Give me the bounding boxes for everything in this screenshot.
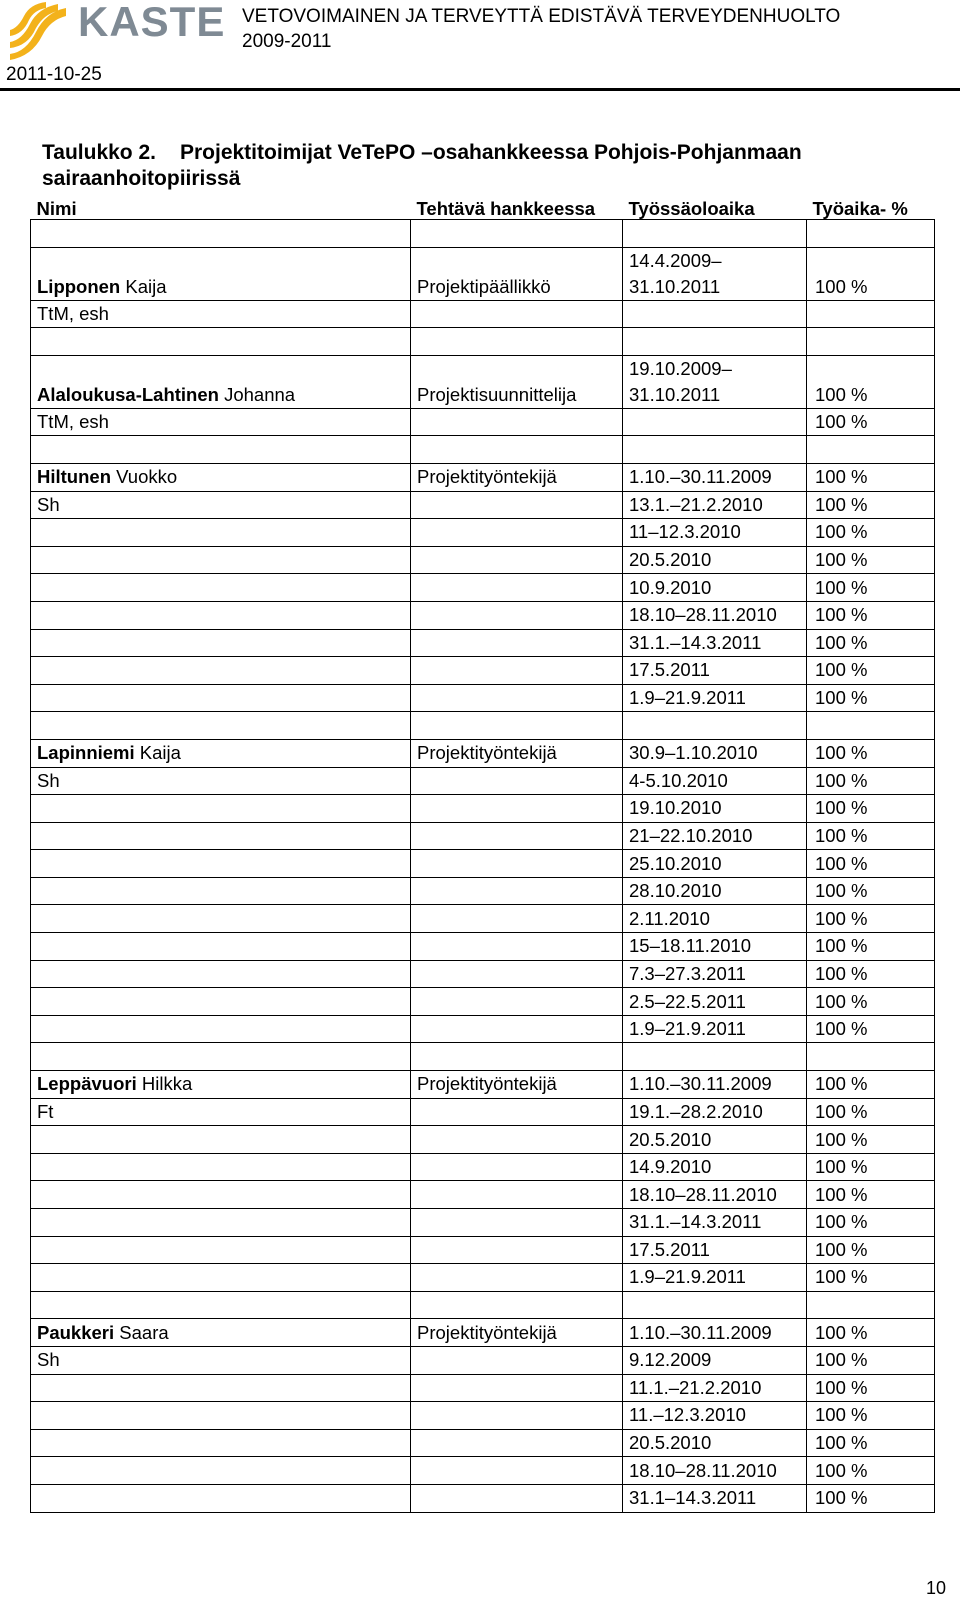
empty-cell <box>31 1043 411 1071</box>
period-cell: 13.1.–21.2.2010 <box>623 491 807 519</box>
percent-cell: 100 % <box>807 491 935 519</box>
period-cell: 15–18.11.2010 <box>623 933 807 961</box>
period-cell: 19.1.–28.2.2010 <box>623 1098 807 1126</box>
percent-cell <box>807 300 935 328</box>
empty-cell <box>31 328 411 356</box>
empty-cell <box>807 1043 935 1071</box>
period-row <box>31 1429 935 1457</box>
empty-cell <box>31 905 411 933</box>
surname: Lipponen <box>37 275 121 297</box>
percent-cell: 100 % <box>807 1429 935 1457</box>
period-cell: 1.9–21.9.2011 <box>623 684 807 712</box>
empty-cell <box>623 712 807 740</box>
empty-cell <box>411 795 623 823</box>
firstname: Kaija <box>139 742 181 764</box>
period-row <box>31 1346 935 1374</box>
period-row <box>31 960 935 988</box>
empty-cell <box>411 300 623 328</box>
header-role: Tehtävä hankkeessa <box>416 198 596 219</box>
table-caption <box>42 140 932 192</box>
empty-cell <box>623 300 807 328</box>
empty-cell <box>31 1429 411 1457</box>
percent-cell: 100 % <box>807 355 935 408</box>
page-number: 10 <box>926 1578 947 1598</box>
person-title-row <box>31 300 935 328</box>
percent-cell: 100 % <box>807 629 935 657</box>
empty-cell <box>411 574 623 602</box>
surname: Leppävuori <box>37 1073 137 1095</box>
empty-cell <box>411 491 623 519</box>
empty-cell <box>807 220 935 248</box>
empty-cell <box>411 436 623 464</box>
empty-cell <box>411 1264 623 1292</box>
person-row <box>31 355 935 408</box>
empty-cell <box>807 712 935 740</box>
person-title: Sh <box>31 491 411 519</box>
period-cell: 18.10–28.11.2010 <box>623 601 807 629</box>
empty-cell <box>411 546 623 574</box>
empty-cell <box>31 877 411 905</box>
percent-cell: 100 % <box>807 1071 935 1099</box>
person-role: Projektipäällikkö <box>411 247 623 300</box>
period-row <box>31 1484 935 1512</box>
person-role: Projektityöntekijä <box>411 463 623 491</box>
empty-cell <box>31 1457 411 1485</box>
empty-cell <box>411 684 623 712</box>
period-cell: 30.9–1.10.2010 <box>623 739 807 767</box>
empty-cell <box>31 1402 411 1430</box>
period-cell: 1.9–21.9.2011 <box>623 1264 807 1292</box>
person-title: Ft <box>31 1098 411 1126</box>
empty-cell <box>31 436 411 464</box>
period-row <box>31 546 935 574</box>
period-cell: 2.11.2010 <box>623 905 807 933</box>
empty-cell <box>411 1236 623 1264</box>
empty-cell <box>31 712 411 740</box>
period-cell: 11–12.3.2010 <box>623 519 807 547</box>
empty-cell <box>411 1098 623 1126</box>
empty-cell <box>623 328 807 356</box>
empty-cell <box>411 988 623 1016</box>
percent-cell: 100 % <box>807 933 935 961</box>
empty-cell <box>411 960 623 988</box>
person-row <box>31 247 935 300</box>
period-row <box>31 850 935 878</box>
empty-cell <box>31 601 411 629</box>
firstname: Vuokko <box>116 466 178 488</box>
header-title <box>242 4 840 54</box>
period-row <box>31 1071 935 1099</box>
period-row <box>31 1126 935 1154</box>
person-role: Projektityöntekijä <box>411 1319 623 1347</box>
empty-cell <box>31 684 411 712</box>
person-name <box>31 463 411 491</box>
period-cell: 19.10.2010 <box>623 795 807 823</box>
percent-cell: 100 % <box>807 960 935 988</box>
empty-cell <box>411 712 623 740</box>
spacer-row <box>31 1043 935 1071</box>
period-row <box>31 601 935 629</box>
percent-cell: 100 % <box>807 1402 935 1430</box>
empty-cell <box>411 657 623 685</box>
period-cell: 31.1.–14.3.2011 <box>623 629 807 657</box>
spacer-row <box>31 1291 935 1319</box>
period-cell: 21–22.10.2010 <box>623 822 807 850</box>
empty-cell <box>807 1291 935 1319</box>
percent-cell: 100 % <box>807 1015 935 1043</box>
person-name <box>31 355 411 408</box>
percent-cell: 100 % <box>807 574 935 602</box>
percent-cell: 100 % <box>807 1236 935 1264</box>
period-row <box>31 767 935 795</box>
empty-cell <box>411 850 623 878</box>
period-cell: 14.9.2010 <box>623 1153 807 1181</box>
empty-cell <box>31 657 411 685</box>
person-role: Projektisuunnittelija <box>411 355 623 408</box>
empty-cell <box>31 1126 411 1154</box>
person-name <box>31 247 411 300</box>
period-row <box>31 1319 935 1347</box>
period-row <box>31 629 935 657</box>
percent-cell: 100 % <box>807 1457 935 1485</box>
person-title: TtM, esh <box>31 300 411 328</box>
period-cell: 17.5.2011 <box>623 657 807 685</box>
empty-cell <box>411 408 623 436</box>
period-row <box>31 933 935 961</box>
period-row <box>31 1457 935 1485</box>
percent-cell: 100 % <box>807 601 935 629</box>
percent-cell: 100 % <box>807 988 935 1016</box>
surname: Alaloukusa-Lahtinen <box>37 383 219 405</box>
period-cell: 25.10.2010 <box>623 850 807 878</box>
percent-cell: 100 % <box>807 684 935 712</box>
empty-cell <box>411 601 623 629</box>
empty-cell <box>31 1209 411 1237</box>
header-period: Työssäoloaika <box>628 198 755 219</box>
period-cell: 2.5–22.5.2011 <box>623 988 807 1016</box>
empty-cell <box>411 220 623 248</box>
period-row <box>31 1153 935 1181</box>
period-row <box>31 877 935 905</box>
percent-cell: 100 % <box>807 1181 935 1209</box>
period-row <box>31 795 935 823</box>
period-cell: 7.3–27.3.2011 <box>623 960 807 988</box>
period-cell: 1.10.–30.11.2009 <box>623 1071 807 1099</box>
period-cell: 9.12.2009 <box>623 1346 807 1374</box>
empty-cell <box>31 850 411 878</box>
empty-cell <box>807 328 935 356</box>
period-row <box>31 657 935 685</box>
period-cell: 1.10.–30.11.2009 <box>623 463 807 491</box>
percent-cell: 100 % <box>807 1346 935 1374</box>
logo-text: KASTE <box>78 0 226 45</box>
empty-cell <box>411 1346 623 1374</box>
caption-text: Projektitoimijat VeTePO –osahankkeessa Pohjois-Pohjanmaan sairaanhoitopiirissä <box>42 141 802 190</box>
percent-cell: 100 % <box>807 546 935 574</box>
period-cell: 20.5.2010 <box>623 1429 807 1457</box>
empty-cell <box>31 220 411 248</box>
empty-cell <box>31 546 411 574</box>
staff-table <box>30 199 935 1513</box>
period-row <box>31 822 935 850</box>
period-row <box>31 463 935 491</box>
period-row <box>31 684 935 712</box>
empty-cell <box>411 1043 623 1071</box>
empty-cell <box>411 1402 623 1430</box>
spacer-row <box>31 220 935 248</box>
empty-cell <box>411 629 623 657</box>
percent-cell: 100 % <box>807 1126 935 1154</box>
empty-cell <box>623 436 807 464</box>
percent-cell: 100 % <box>807 850 935 878</box>
empty-cell <box>411 933 623 961</box>
empty-cell <box>31 988 411 1016</box>
period-cell <box>623 355 807 408</box>
period-row <box>31 905 935 933</box>
caption-number: Taulukko 2. <box>42 141 156 164</box>
person-name <box>31 1319 411 1347</box>
empty-cell <box>411 1457 623 1485</box>
empty-cell <box>411 822 623 850</box>
empty-cell <box>31 1484 411 1512</box>
percent-cell: 100 % <box>807 519 935 547</box>
firstname: Saara <box>119 1321 169 1343</box>
period-row <box>31 988 935 1016</box>
empty-cell <box>623 1291 807 1319</box>
empty-cell <box>411 1374 623 1402</box>
period-row <box>31 1209 935 1237</box>
period-line: 19.10.2009– <box>629 357 732 379</box>
empty-cell <box>411 1015 623 1043</box>
header-percent: Työaika- % <box>812 198 908 219</box>
percent-cell: 100 % <box>807 905 935 933</box>
empty-cell <box>623 220 807 248</box>
person-role: Projektityöntekijä <box>411 1071 623 1099</box>
spacer-row <box>31 712 935 740</box>
percent-cell: 100 % <box>807 247 935 300</box>
empty-cell <box>411 1484 623 1512</box>
empty-cell <box>411 1209 623 1237</box>
percent-cell: 100 % <box>807 739 935 767</box>
surname: Paukkeri <box>37 1321 115 1343</box>
empty-cell <box>31 795 411 823</box>
period-cell: 18.10–28.11.2010 <box>623 1457 807 1485</box>
empty-cell <box>31 822 411 850</box>
empty-cell <box>31 519 411 547</box>
kaste-logo-icon <box>6 2 70 60</box>
period-row <box>31 739 935 767</box>
period-row <box>31 519 935 547</box>
period-cell: 10.9.2010 <box>623 574 807 602</box>
person-title: TtM, esh <box>31 408 411 436</box>
period-row <box>31 574 935 602</box>
person-role: Projektityöntekijä <box>411 739 623 767</box>
period-row <box>31 1236 935 1264</box>
period-cell <box>623 247 807 300</box>
header-name: Nimi <box>36 198 77 219</box>
percent-cell: 100 % <box>807 1098 935 1126</box>
percent-cell: 100 % <box>807 1264 935 1292</box>
period-cell: 20.5.2010 <box>623 1126 807 1154</box>
surname: Lapinniemi <box>37 742 135 764</box>
empty-cell <box>31 629 411 657</box>
person-title-row <box>31 408 935 436</box>
period-line: 31.10.2011 <box>629 383 721 405</box>
period-cell: 17.5.2011 <box>623 1236 807 1264</box>
empty-cell <box>411 877 623 905</box>
period-row <box>31 1402 935 1430</box>
period-row <box>31 1264 935 1292</box>
percent-cell: 100 % <box>807 877 935 905</box>
empty-cell <box>31 1264 411 1292</box>
percent-cell: 100 % <box>807 463 935 491</box>
empty-cell <box>31 960 411 988</box>
percent-cell: 100 % <box>807 408 935 436</box>
firstname: Hilkka <box>141 1073 193 1095</box>
empty-cell <box>411 1153 623 1181</box>
period-cell: 28.10.2010 <box>623 877 807 905</box>
percent-cell: 100 % <box>807 1484 935 1512</box>
percent-cell: 100 % <box>807 1319 935 1347</box>
empty-cell <box>411 519 623 547</box>
empty-cell <box>411 767 623 795</box>
empty-cell <box>623 408 807 436</box>
empty-cell <box>31 1181 411 1209</box>
empty-cell <box>31 1236 411 1264</box>
period-row <box>31 491 935 519</box>
period-cell: 1.9–21.9.2011 <box>623 1015 807 1043</box>
empty-cell <box>807 436 935 464</box>
period-line: 31.10.2011 <box>629 275 721 297</box>
percent-cell: 100 % <box>807 822 935 850</box>
empty-cell <box>31 1153 411 1181</box>
header-date: 2011-10-25 <box>6 64 102 85</box>
person-name <box>31 1071 411 1099</box>
period-cell: 20.5.2010 <box>623 546 807 574</box>
period-cell: 11.1.–21.2.2010 <box>623 1374 807 1402</box>
header-title-line1: VETOVOIMAINEN JA TERVEYTTÄ EDISTÄVÄ TERVEYDENHUOLTO <box>242 6 841 27</box>
empty-cell <box>31 1374 411 1402</box>
period-cell: 4-5.10.2010 <box>623 767 807 795</box>
empty-cell <box>31 1291 411 1319</box>
header-title-line2: 2009-2011 <box>242 31 332 52</box>
person-title: Sh <box>31 1346 411 1374</box>
empty-cell <box>411 1181 623 1209</box>
page-header <box>0 0 960 92</box>
percent-cell: 100 % <box>807 767 935 795</box>
percent-cell: 100 % <box>807 657 935 685</box>
period-line: 14.4.2009– <box>629 249 722 271</box>
period-cell: 31.1–14.3.2011 <box>623 1484 807 1512</box>
percent-cell: 100 % <box>807 1153 935 1181</box>
period-row <box>31 1015 935 1043</box>
surname: Hiltunen <box>37 466 111 488</box>
firstname: Kaija <box>125 275 167 297</box>
period-cell: 18.10–28.11.2010 <box>623 1181 807 1209</box>
empty-cell <box>31 574 411 602</box>
firstname: Johanna <box>224 383 296 405</box>
percent-cell: 100 % <box>807 1209 935 1237</box>
person-title: Sh <box>31 767 411 795</box>
period-row <box>31 1098 935 1126</box>
empty-cell <box>31 933 411 961</box>
empty-cell <box>623 1043 807 1071</box>
table-header-row <box>31 199 935 220</box>
empty-cell <box>411 1291 623 1319</box>
period-cell: 1.10.–30.11.2009 <box>623 1319 807 1347</box>
empty-cell <box>31 1015 411 1043</box>
period-cell: 31.1.–14.3.2011 <box>623 1209 807 1237</box>
spacer-row <box>31 436 935 464</box>
header-divider <box>0 88 960 91</box>
person-name <box>31 739 411 767</box>
empty-cell <box>411 905 623 933</box>
period-row <box>31 1374 935 1402</box>
spacer-row <box>31 328 935 356</box>
empty-cell <box>411 328 623 356</box>
percent-cell: 100 % <box>807 795 935 823</box>
empty-cell <box>411 1126 623 1154</box>
empty-cell <box>411 1429 623 1457</box>
period-row <box>31 1181 935 1209</box>
period-cell: 11.–12.3.2010 <box>623 1402 807 1430</box>
percent-cell: 100 % <box>807 1374 935 1402</box>
